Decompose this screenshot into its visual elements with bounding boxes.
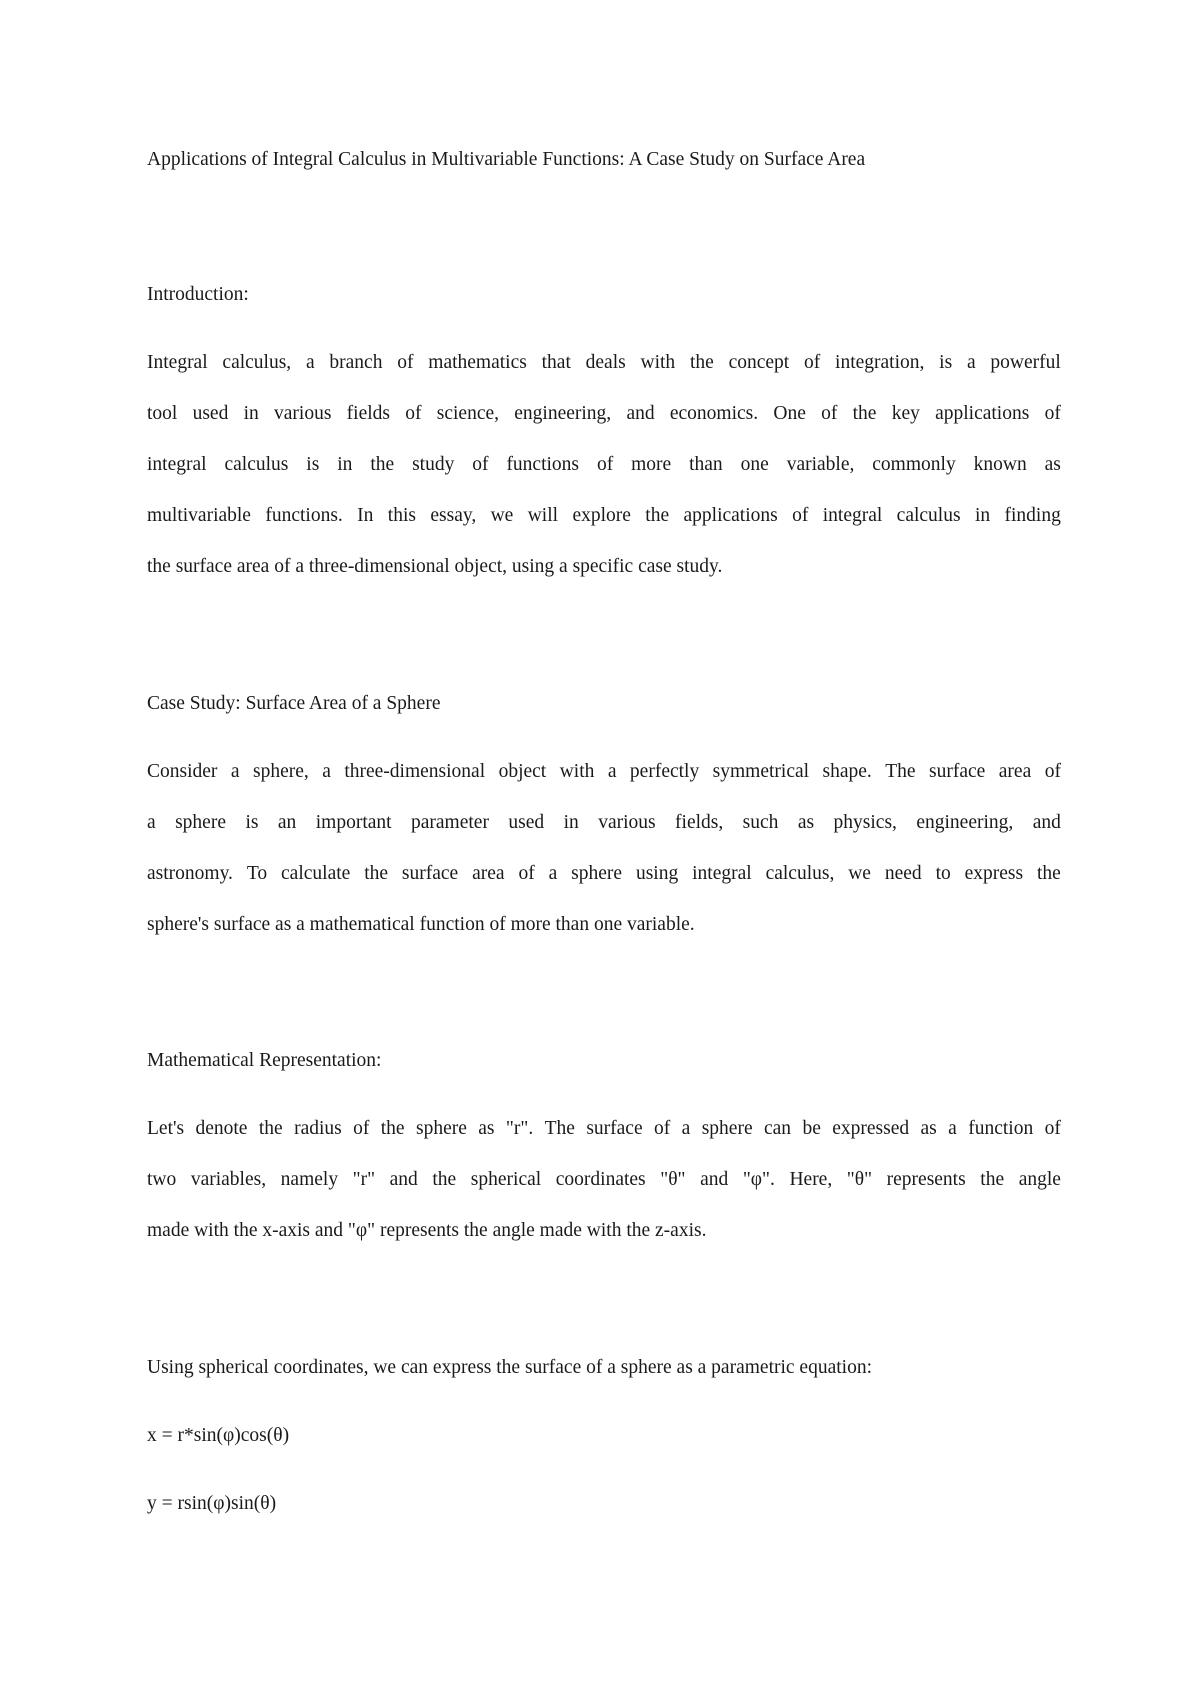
paragraph-line: multivariable functions. In this essay, we will explore the applications of integral calculus in finding bbox=[147, 505, 1061, 526]
paragraph-line: made with the x-axis and "φ" represents the angle made with the z-axis. bbox=[147, 1220, 707, 1241]
paragraph-line: integral calculus is in the study of functions of more than one variable, commonly known as bbox=[147, 454, 1061, 475]
paragraph-line: astronomy. To calculate the surface area of a sphere using integral calculus, we need to express the bbox=[147, 863, 1061, 884]
paragraph-line: two variables, namely "r" and the spherical coordinates "θ" and "φ". Here, "θ" represents the angle bbox=[147, 1169, 1061, 1190]
section-heading-case-study: Case Study: Surface Area of a Sphere bbox=[147, 693, 441, 714]
equation-x: x = r*sin(φ)cos(θ) bbox=[147, 1425, 290, 1446]
document-title: Applications of Integral Calculus in Multivariable Functions: A Case Study on Surface Area bbox=[147, 149, 866, 170]
paragraph-line: Let's denote the radius of the sphere as "r". The surface of a sphere can be expressed as a function of bbox=[147, 1118, 1061, 1139]
paragraph-line: a sphere is an important parameter used in various fields, such as physics, engineering, and bbox=[147, 812, 1061, 833]
paragraph-line: Integral calculus, a branch of mathematics that deals with the concept of integration, is a powerful bbox=[147, 352, 1061, 373]
parametric-intro-line: Using spherical coordinates, we can express the surface of a sphere as a parametric equation: bbox=[147, 1357, 872, 1378]
paragraph-line: tool used in various fields of science, engineering, and economics. One of the key applications of bbox=[147, 403, 1061, 424]
section-heading-mathematical-representation: Mathematical Representation: bbox=[147, 1050, 382, 1071]
paragraph-line: the surface area of a three-dimensional object, using a specific case study. bbox=[147, 556, 723, 577]
paragraph-line: Consider a sphere, a three-dimensional object with a perfectly symmetrical shape. The surface area of bbox=[147, 761, 1061, 782]
equation-y: y = rsin(φ)sin(θ) bbox=[147, 1493, 277, 1514]
section-heading-introduction: Introduction: bbox=[147, 284, 249, 305]
paragraph-line: sphere's surface as a mathematical function of more than one variable. bbox=[147, 914, 695, 935]
